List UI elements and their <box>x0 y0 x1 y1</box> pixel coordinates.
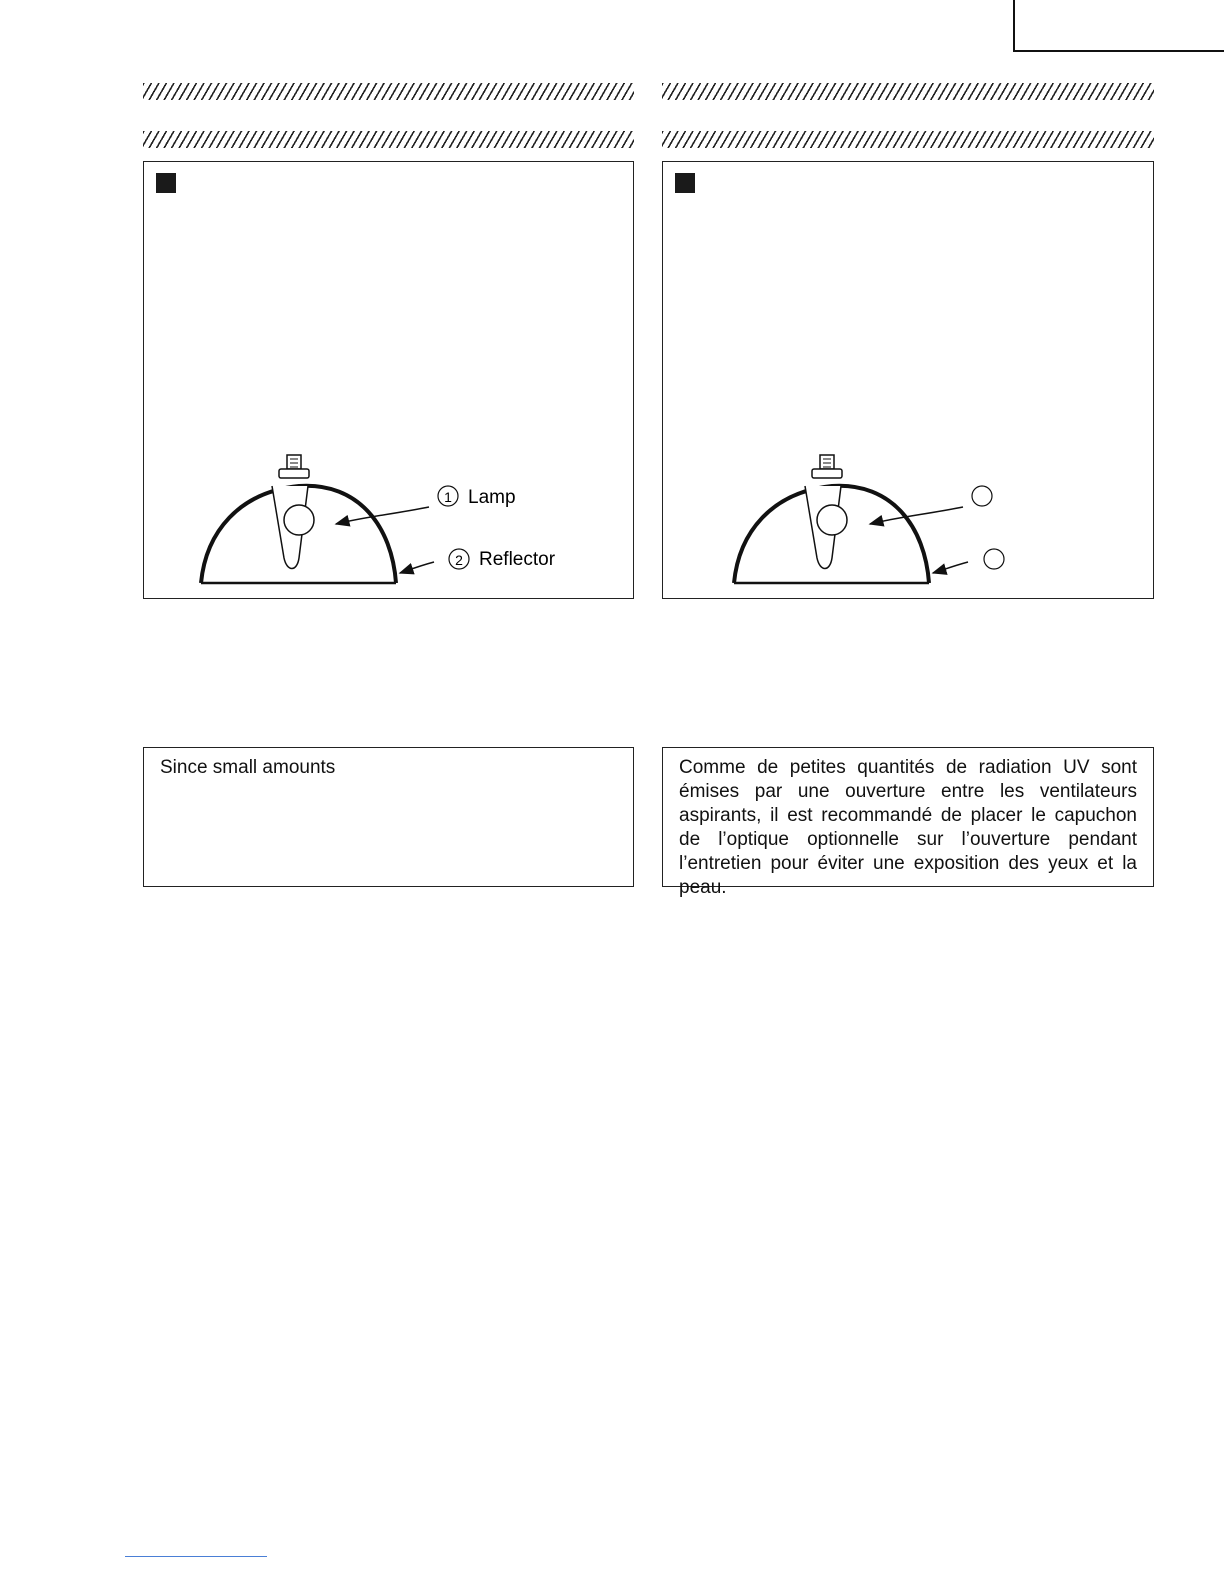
reflector-label: Reflector <box>479 549 556 570</box>
callout-number-1: 1 <box>444 489 452 505</box>
lamp-pointer-arrow <box>336 507 429 524</box>
uv-warning-text-fr: Comme de petites quantités de radiation UV sont émises par une ouverture entre les ventilateurs aspirants, il est recommandé de placer le capuchon de l’optique optionnelle sur l’ouverture pendant l’entretien pour éviter une exposition des yeux et la peau. <box>679 757 1137 898</box>
lamp-reflector-diagram <box>663 162 1155 600</box>
lamp-bulb <box>272 455 314 569</box>
lamp-bulb <box>805 455 847 569</box>
callout-reflector <box>984 549 1004 569</box>
lamp-pointer-arrow <box>870 507 963 524</box>
hatched-rule-heading-en <box>143 83 634 100</box>
footer-link-line <box>125 1556 267 1557</box>
reflector-pointer-arrow <box>400 562 434 573</box>
callout-number-2: 2 <box>455 552 463 568</box>
lamp-figure-panel-en <box>143 161 634 599</box>
uv-warning-note-fr <box>662 747 1154 898</box>
hatched-rule-subheading-fr <box>662 131 1154 148</box>
uv-warning-note-en <box>143 747 634 887</box>
page-number-tab <box>1013 0 1224 52</box>
hatched-rule-subheading-en <box>143 131 634 148</box>
callout-lamp <box>438 486 516 508</box>
callout-lamp <box>972 486 992 506</box>
callout-reflector <box>449 549 556 570</box>
lamp-reflector-diagram <box>144 162 635 600</box>
uv-warning-text-en: Since small amounts <box>160 757 336 778</box>
hatched-rule-heading-fr <box>662 83 1154 100</box>
lamp-figure-panel-fr <box>662 161 1154 599</box>
reflector-pointer-arrow <box>933 562 968 573</box>
lamp-label: Lamp <box>468 487 516 508</box>
